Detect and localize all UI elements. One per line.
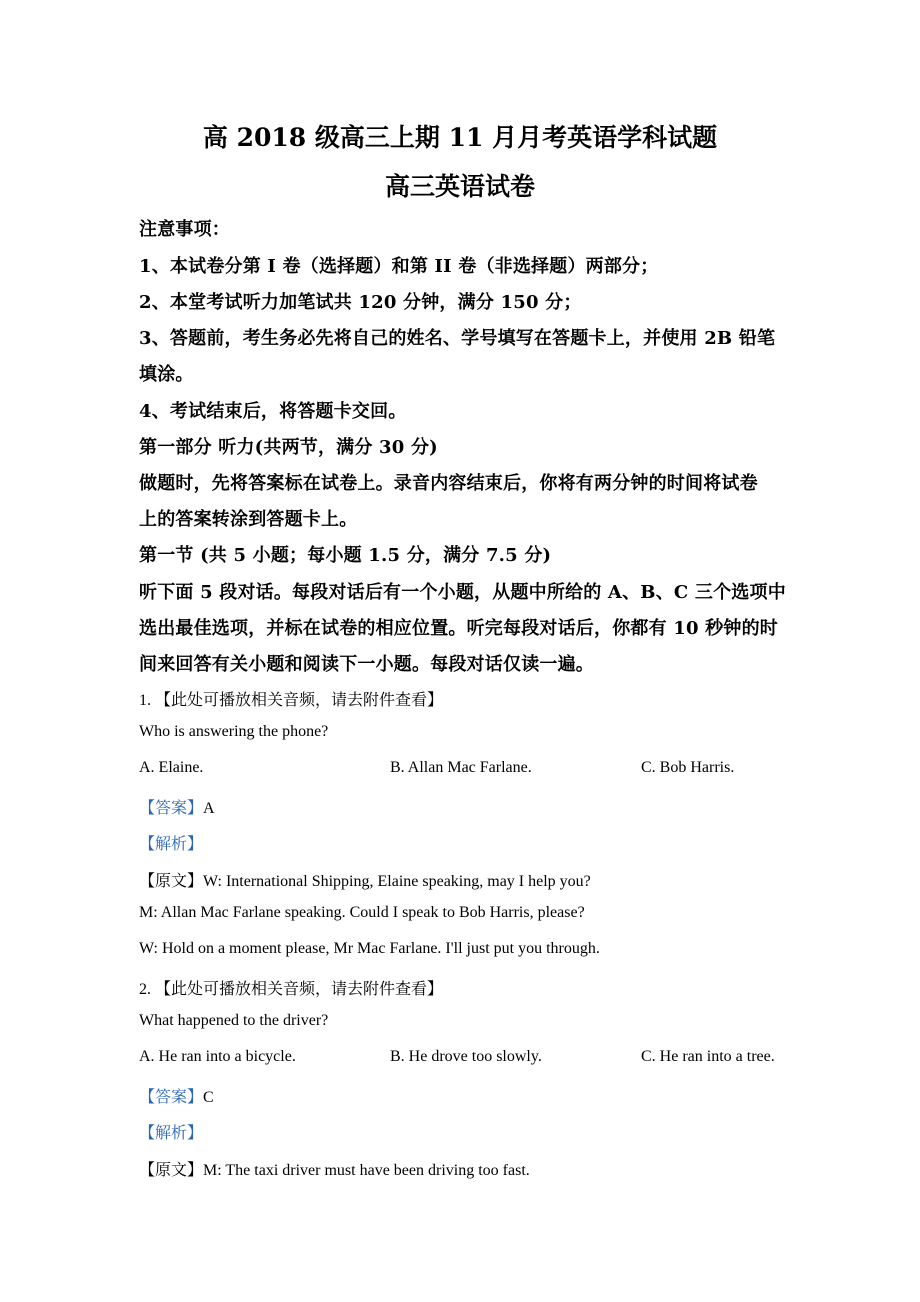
q2-audio-link[interactable]: 2. 【此处可播放相关音频，请去附件查看】 — [139, 981, 444, 998]
q2-option-a: A. He ran into a bicycle. — [139, 1048, 296, 1065]
section1-instruction-cont-2: 间来回答有关小题和阅读下一小题。每段对话仅读一遍。 — [139, 654, 594, 675]
notice-heading: 注意事项： — [139, 219, 230, 240]
q1-transcript-line-1 — [139, 868, 591, 891]
q2-analysis-label: 【解析】 — [139, 1125, 204, 1142]
part1-instruction: 做题时，先将答案标在试卷上。录音内容结束后，你将有两分钟的时间将试卷 — [139, 473, 758, 494]
q2-option-b: B. He drove too slowly. — [390, 1048, 542, 1065]
q2-answer-label: 【答案】 — [139, 1089, 204, 1106]
section1-instruction-cont: 选出最佳选项，并标在试卷的相应位置。听完每段对话后，你都有 10 秒钟的时 — [139, 618, 778, 639]
notice-item-1: 1、本试卷分第 I 卷（选择题）和第 II 卷（非选择题）两部分； — [139, 256, 659, 277]
part1-heading: 第一部分 听力(共两节，满分 30 分) — [139, 437, 438, 458]
q1-answer-value: A — [203, 800, 215, 817]
part1-instruction-cont: 上的答案转涂到答题卡上。 — [139, 509, 358, 530]
q1-option-b: B. Allan Mac Farlane. — [390, 759, 532, 776]
section1-heading: 第一节 (共 5 小题；每小题 1.5 分，满分 7.5 分) — [139, 545, 552, 566]
notice-item-2: 2、本堂考试听力加笔试共 120 分钟，满分 150 分； — [139, 292, 582, 313]
notice-item-3: 3、答题前，考生务必先将自己的姓名、学号填写在答题卡上，并使用 2B 铅笔 — [139, 328, 776, 349]
q2-transcript-label: 【原文】 — [139, 1162, 204, 1179]
section1-instruction: 听下面 5 段对话。每段对话后有一个小题，从题中所给的 A、B、C 三个选项中 — [139, 582, 786, 603]
q2-option-c: C. He ran into a tree. — [641, 1048, 775, 1065]
q1-transcript-label: 【原文】 — [139, 873, 204, 890]
q1-answer — [139, 795, 215, 818]
q1-transcript-line-2: M: Allan Mac Farlane speaking. Could I speak to Bob Harris, please? — [139, 904, 585, 921]
notice-item-4: 4、考试结束后，将答题卡交回。 — [139, 401, 407, 422]
q1-option-a: A. Elaine. — [139, 759, 204, 776]
page-subtitle: 高三英语试卷 — [384, 172, 535, 201]
q1-analysis-label: 【解析】 — [139, 836, 204, 853]
q1-question: Who is answering the phone? — [139, 723, 329, 740]
q2-answer — [139, 1084, 214, 1107]
q1-answer-label: 【答案】 — [139, 800, 204, 817]
q2-transcript-line-1 — [139, 1157, 530, 1180]
q1-transcript-text-1: W: International Shipping, Elaine speaking, may I help you? — [203, 873, 591, 890]
q1-option-c: C. Bob Harris. — [641, 759, 735, 776]
page-title: 高 2018 级高三上期 11 月月考英语学科试题 — [202, 123, 718, 152]
q2-answer-value: C — [203, 1089, 214, 1106]
q1-audio-link[interactable]: 1. 【此处可播放相关音频，请去附件查看】 — [139, 692, 444, 709]
notice-item-3-cont: 填涂。 — [139, 364, 194, 385]
q2-question: What happened to the driver? — [139, 1012, 329, 1029]
q2-transcript-text-1: M: The taxi driver must have been driving too fast. — [203, 1162, 530, 1179]
q1-transcript-line-3: W: Hold on a moment please, Mr Mac Farlane. I'll just put you through. — [139, 940, 600, 957]
